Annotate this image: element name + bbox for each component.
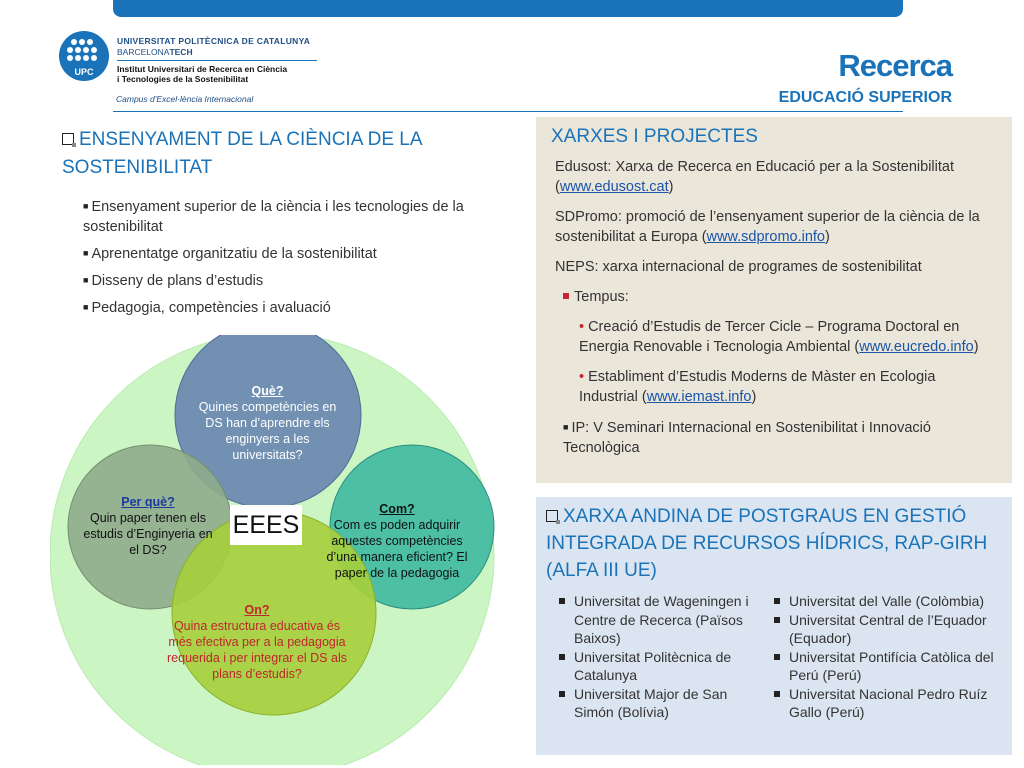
upc-logo	[58, 30, 110, 82]
iemast-link[interactable]: www.iemast.info	[646, 389, 752, 405]
projects-text	[555, 157, 995, 468]
checkbox-bullet-icon	[62, 133, 74, 145]
page-title: Recerca	[838, 48, 952, 83]
org-subname: BARCELONATECH	[117, 47, 193, 57]
venn-on-heading: On?	[244, 603, 270, 617]
list-item: Universitat Major de San Simón (Bolívia)	[556, 685, 761, 722]
venn-com-heading: Com?	[379, 502, 415, 516]
square-bullet-icon: ■	[83, 302, 89, 312]
org-name: UNIVERSITAT POLITÈCNICA DE CATALUNYA	[117, 36, 311, 46]
venn-que-heading: Què?	[251, 384, 284, 398]
org-separator	[117, 60, 317, 61]
red-dot-bullet-icon: •	[579, 369, 585, 385]
eucredo-item: • Creació d’Estudis de Tercer Cicle – Programa Doctoral en Energia Renovable i Tecnologia Ambiental (www.eucredo.info)	[579, 319, 979, 355]
neps-item: NEPS: xarxa internacional de programes de sostenibilitat	[555, 259, 922, 275]
andean-network-heading: XARXA ANDINA DE POSTGRAUS EN GESTIÓ INTEGRADA DE RECURSOS HÍDRICS, RAP-GIRH (ALFA III UE)	[546, 506, 988, 581]
org-block	[117, 36, 322, 84]
sdpromo-link[interactable]: www.sdpromo.info	[706, 229, 825, 245]
venn-center-label: EEES	[232, 511, 300, 539]
tempus-item: Tempus:	[555, 287, 995, 307]
venn-perque-heading: Per què?	[121, 495, 175, 509]
square-bullet-icon: ■	[83, 201, 89, 211]
list-item: ■ Ensenyament superior de la ciència i les tecnologies de la sostenibilitat	[83, 199, 464, 235]
page-subtitle: EDUCACIÓ SUPERIOR	[778, 89, 952, 106]
venn-on-text	[162, 602, 352, 682]
top-bar	[113, 0, 903, 17]
eucredo-link[interactable]: www.eucredo.info	[859, 339, 974, 355]
venn-com-text	[318, 501, 476, 581]
list-item: Universitat del Valle (Colòmbia)	[771, 592, 996, 611]
left-heading: ENSENYAMENT DE LA CIÈNCIA DE LA SOSTENIBILITAT	[62, 129, 422, 178]
projects-heading: XARXES I PROJECTES	[551, 126, 758, 147]
edusost-item: Edusost: Xarxa de Recerca en Educació per a la Sostenibilitat (www.edusost.cat)	[555, 159, 954, 195]
red-square-bullet-icon	[563, 293, 569, 299]
venn-que-body: Quines competències en DS han d’aprendre els enginyers a les universitats?	[198, 400, 337, 462]
header-divider	[113, 111, 903, 112]
checkbox-bullet-icon	[546, 510, 558, 522]
list-item: ■ Aprenentatge organitzatiu de la sostenibilitat	[83, 246, 377, 262]
logo-text: UPC	[74, 67, 94, 77]
institute-line1: Institut Universitari de Recerca en Ciència	[117, 64, 288, 74]
ip-item: ■ IP: V Seminari Internacional en Sostenibilitat i Innovació Tecnològica	[563, 420, 931, 456]
square-bullet-icon: ■	[563, 422, 569, 432]
list-item: Universitat Pontifícia Catòlica del Perú (Perú)	[771, 648, 996, 685]
universities-col1	[556, 592, 761, 722]
list-item: ■ Pedagogia, competències i avaluació	[83, 300, 331, 316]
institute-line2: i Tecnologies de la Sostenibilitat	[117, 74, 249, 84]
red-dot-bullet-icon: •	[579, 319, 585, 335]
list-item: Universitat de Wageningen i Centre de Recerca (Països Baixos)	[556, 592, 761, 648]
venn-perque-body: Quin paper tenen els estudis d’Enginyeria en el DS?	[83, 511, 213, 557]
sdpromo-item: SDPromo: promoció de l’ensenyament superior de la ciència de la sostenibilitat a Europa (www.sdpromo.info)	[555, 209, 980, 245]
venn-com-body: Com es poden adquirir aquestes competències d’una manera eficient? El paper de la pedagogia	[326, 518, 468, 580]
square-bullet-icon: ■	[83, 248, 89, 258]
campus-label: Campus d'Excel·lència Internacional	[116, 94, 254, 104]
venn-perque-text	[78, 494, 218, 558]
left-list	[83, 196, 503, 324]
list-item: ■ Disseny de plans d’estudis	[83, 273, 264, 289]
universities-col2	[771, 592, 996, 722]
iemast-item: • Establiment d’Estudis Moderns de Màster en Ecologia Industrial (www.iemast.info)	[579, 369, 936, 405]
venn-que-text	[190, 383, 345, 463]
square-bullet-icon: ■	[83, 275, 89, 285]
venn-on-body: Quina estructura educativa és més efectiva per a la pedagogia requerida i per integrar el DS als plans d’estudis?	[167, 619, 347, 681]
list-item: Universitat Central de l’Equador (Equador)	[771, 611, 996, 648]
list-item: Universitat Nacional Pedro Ruíz Gallo (Perú)	[771, 685, 996, 722]
edusost-link[interactable]: www.edusost.cat	[559, 179, 669, 195]
list-item: Universitat Politècnica de Catalunya	[556, 648, 761, 685]
